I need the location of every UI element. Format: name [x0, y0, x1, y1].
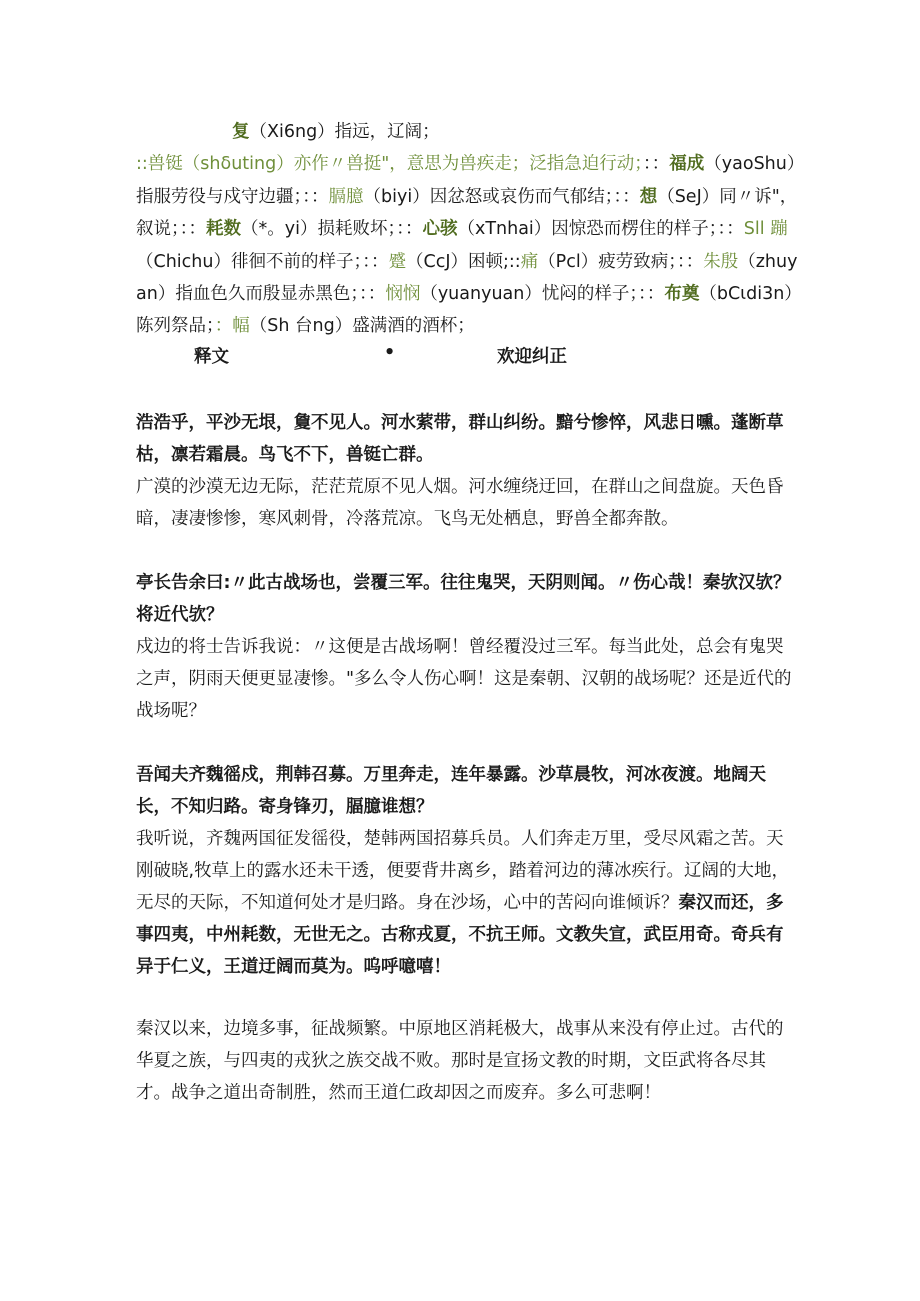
note-text: ：： [643, 154, 670, 175]
note-term: ：幅 [214, 316, 250, 337]
note-term: 复 [232, 122, 250, 142]
section-1 [136, 407, 800, 535]
original-text [136, 567, 800, 631]
original-bold: 浩浩乎，平沙无垠，敻不见人。河水萦带，群山纠纷。黯兮惨悴，风悲日曛。蓬断草枯，凛若霜晨。鸟飞不下，兽铤亡群。 [136, 412, 784, 465]
heading-label: 释文 [194, 346, 229, 367]
note-text: （*。yi）损耗败坏；：： [241, 219, 423, 240]
translation-text: 广漠的沙漠无边无际，茫茫荒原不见人烟。河水缠绕迂回，在群山之间盘旋。天色昏暗，凄凄惨惨，寒风刺骨，冷落荒凉。飞鸟无处栖息，野兽全都奔散。 [136, 476, 784, 529]
note-text: （biyi）因忿怒或哀伤而气郁结；：： [363, 186, 640, 207]
translation-text: 秦汉以来，边境多事，征战频繁。中原地区消耗极大，战事从来没有停止过。古代的华夏之族，与四夷的戎狄之族交战不败。那时是宣扬文教的时期，文臣武将各尽其才。战争之道出奇制胜，然而王道仁政却因之而废弃。多么可悲啊！ [136, 1018, 784, 1103]
note-term: 心骇 [422, 219, 458, 240]
annotation-notes [136, 116, 800, 343]
note-text: （Chichu）徘徊不前的样子；：： [136, 251, 389, 272]
note-term: 耗数 [206, 219, 241, 240]
note-term: 蹙 [388, 251, 406, 272]
original-bold-inline: 秦汉而还，多事四夷，中州耗数，无世无之。古称戎夏，不抗王师。文教失宣，武臣用奇。奇兵有异于仁义，王道迂阔而莫为。呜呼噫嘻！ [136, 892, 784, 977]
section-4 [136, 1013, 800, 1109]
original-bold: 亭长告余曰:〃此古战场也，尝覆三军。往往鬼哭，天阴则闻。〃伤心哉！秦欤汉欤？将近代欤？ [136, 572, 791, 625]
note-term: 痛 [520, 251, 539, 272]
note-term: ::兽铤（shδuting）亦作〃兽挺"，意思为兽疾走；泛指急迫行动； [136, 154, 644, 175]
original-text [136, 759, 800, 823]
translation-heading [136, 343, 800, 377]
note-text: （Xi6ng）指远，辽阔； [249, 122, 440, 142]
note-term: 布奠 [664, 284, 700, 305]
note-text: （yuanyuan）忧闷的样子；：： [420, 284, 665, 305]
note-term: 福成 [669, 154, 705, 175]
original-text [136, 407, 800, 471]
note-text: （SeJ）同〃诉"，叙说；：： [136, 186, 798, 240]
note-text: （zhuyan）指血色久而殷显赤黑色；：： [136, 251, 798, 305]
note-text: （xTnhai）因惊恐而楞住的样子；：： [457, 219, 744, 240]
note-text: （yaoShu）指服劳役与戍守边疆；：： [136, 154, 796, 207]
original-bold: 吾闻夫齐魏徭戍，荆韩召募。万里奔走，连年暴露。沙草晨牧，河冰夜渡。地阔天长，不知归路。寄身锋刃，腷臆谁想？ [136, 764, 766, 817]
note-term: 想 [639, 186, 658, 207]
note-term: Sll 蹦 [743, 219, 788, 240]
note-term: 膈臆 [328, 186, 364, 207]
note-term: 朱殷 [703, 251, 739, 272]
translation-span: 我听说，齐魏两国征发徭役，楚韩两国招募兵员。人们奔走万里，受尽风霜之苦。天刚破晓,牧草上的露水还未干透，便要背井离乡，踏着河边的薄冰疾行。辽阔的大地，无尽的天际，不知道何处才是归路。身在沙场，心中的苦闷向谁倾诉？ [136, 828, 790, 913]
section-3 [136, 759, 800, 983]
section-2 [136, 567, 800, 727]
translation-text: 戍边的将士告诉我说：〃这便是古战场啊！曾经覆没过三军。每当此处，总会有鬼哭之声，阴雨天便更显凄惨。"多么令人伤心啊！这是秦朝、汉朝的战场呢？还是近代的战场呢？ [136, 636, 792, 721]
heading-note: 欢迎纠正 [497, 346, 567, 367]
note-text: （Sh 台ng）盛满酒的酒杯； [249, 316, 475, 337]
note-indent [136, 122, 232, 142]
note-text: （bCιdi3n）陈列祭品； [136, 284, 794, 337]
note-term: 悯悯 [385, 284, 421, 305]
translation-text [136, 823, 800, 983]
heading-bullet: • [384, 342, 396, 363]
document-page [136, 116, 800, 1109]
note-text: （CcJ）困顿;:: [405, 251, 521, 272]
note-text: （Pcl）疲劳致病；：： [538, 251, 704, 272]
